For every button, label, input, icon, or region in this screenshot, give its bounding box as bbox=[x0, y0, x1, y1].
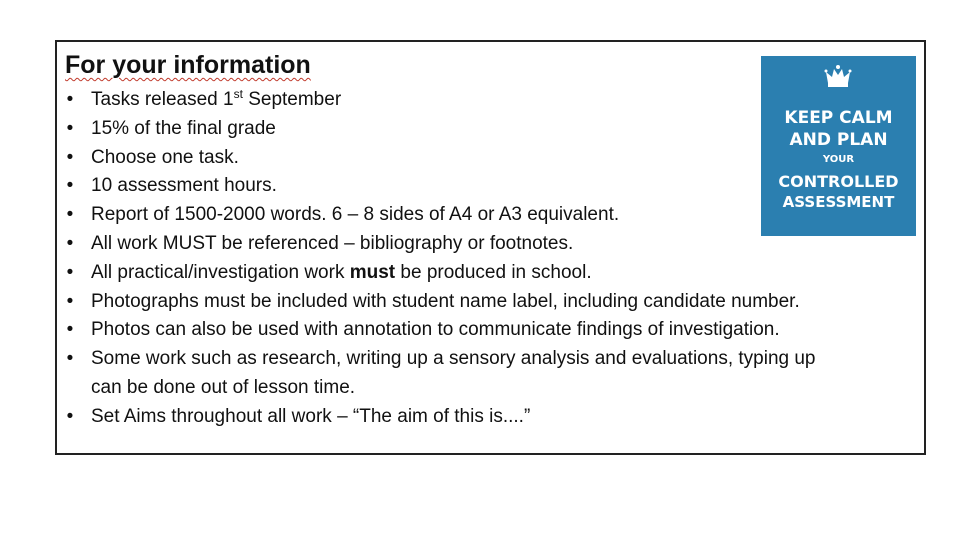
bullet-superscript: st bbox=[233, 87, 243, 101]
bullet-text: Report of 1500-2000 words. 6 – 8 sides of A4 or A3 equivalent. bbox=[91, 204, 620, 226]
bullet-marker: • bbox=[66, 319, 74, 341]
bullet-emphasis: must bbox=[349, 261, 396, 283]
bullet-text: Choose one task. bbox=[91, 146, 239, 168]
bullet-marker: • bbox=[66, 290, 74, 312]
poster-line-your: YOUR bbox=[822, 154, 855, 165]
bullet-photographs bbox=[57, 288, 925, 317]
bullet-text: Set Aims throughout all work – “The aim of this is....” bbox=[91, 405, 531, 427]
bullet-practical-work bbox=[57, 259, 925, 288]
bullet-set-aims bbox=[57, 403, 925, 432]
bullet-text: Photos can also be used with annotation to communicate findings of investigation. bbox=[91, 319, 780, 341]
bullet-marker: • bbox=[66, 405, 74, 427]
bullet-marker: • bbox=[66, 261, 74, 283]
bullet-text: 15% of the final grade bbox=[91, 117, 276, 139]
poster-line-controlled: CONTROLLED bbox=[778, 172, 899, 191]
bullet-text-before: All practical/investigation work bbox=[91, 261, 350, 283]
bullet-text: Some work such as research, writing up a sensory analysis and evaluations, typing up bbox=[91, 348, 816, 370]
bullet-marker: • bbox=[66, 175, 74, 197]
poster-line-keep-calm: KEEP CALM bbox=[784, 108, 893, 128]
bullet-text-continued: can be done out of lesson time. bbox=[91, 376, 356, 398]
bullet-out-of-lesson bbox=[57, 345, 925, 403]
poster-line-and-plan: AND PLAN bbox=[789, 130, 888, 150]
bullet-text: Tasks released 1 bbox=[91, 89, 234, 110]
bullet-marker: • bbox=[66, 204, 74, 226]
bullet-marker: • bbox=[66, 89, 74, 110]
poster-line-assessment: ASSESSMENT bbox=[782, 193, 895, 211]
bullet-marker: • bbox=[66, 348, 74, 370]
bullet-text: All work MUST be referenced – bibliography or footnotes. bbox=[91, 232, 574, 254]
bullet-marker: • bbox=[66, 117, 74, 139]
bullet-photo-annotation bbox=[57, 316, 925, 345]
bullet-text-after: September bbox=[242, 89, 342, 110]
bullet-text-after: be produced in school. bbox=[395, 261, 592, 283]
keep-calm-poster bbox=[761, 56, 916, 236]
bullet-marker: • bbox=[66, 232, 74, 254]
bullet-text: 10 assessment hours. bbox=[91, 175, 277, 197]
crown-icon bbox=[823, 64, 853, 90]
bullet-text: Photographs must be included with student name label, including candidate number. bbox=[91, 290, 800, 312]
bullet-marker: • bbox=[66, 146, 74, 168]
slide-title: For your information bbox=[65, 51, 311, 79]
info-box bbox=[55, 40, 926, 455]
